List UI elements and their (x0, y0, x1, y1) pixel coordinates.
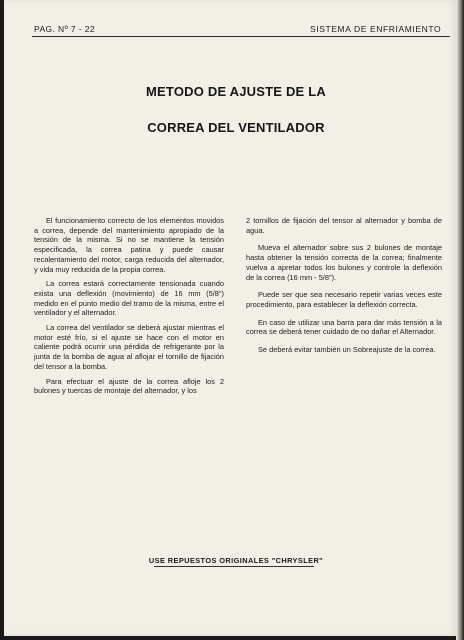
page-title-line2: CORREA DEL VENTILADOR (147, 120, 325, 135)
page-title-line1: METODO DE AJUSTE DE LA (146, 84, 326, 99)
footer-note: USE REPUESTOS ORIGINALES "CHRYSLER" (148, 556, 324, 565)
paragraph: La correa del ventilador se deberá ajustar mientras el motor esté frío, si el ajuste se hace con el motor en caliente podrá ocurrir una pérdida de refrigerante por la junta de la bomba de agua al aflojar el tornillo de fijación del tensor a la bomba. (34, 323, 224, 371)
right-column (246, 216, 442, 363)
paragraph: Para efectuar el ajuste de la correa afloje los 2 bulones y tuercas de montaje del alternador, y los (34, 376, 224, 396)
paragraph: Puede ser que sea necesario repetir varias veces este procedimiento, para establecer la deflexión correcta. (246, 290, 442, 309)
section-title: SISTEMA DE ENFRIAMIENTO (310, 24, 442, 34)
manual-page (4, 0, 456, 636)
footer-underline (154, 566, 314, 567)
paragraph: 2 tornillos de fijación del tensor al alternador y bomba de agua. (246, 216, 442, 235)
paragraph: Se deberá evitar también un Sobreajuste de la correa. (258, 345, 436, 355)
page-edge-shadow (456, 0, 464, 640)
paragraph: El funcionamiento correcto de los elementos movidos a correa, depende del mantenimiento apropiado de la tensión de la misma. Si no se mantiene la tensión especificada, la correa patina y puede causar recalentamiento del motor, carga reducida del alternador, y vida muy reducida de la propia correa. (34, 216, 224, 274)
paragraph: La correa estará correctamente tensionada cuando exista una deflexión (movimiento) de 16 mm (5/8") medido en el punto medio del tramo de la misma, entre el ventilador y el alternador. (34, 279, 224, 318)
paragraph: Mueva el alternador sobre sus 2 bulones de montaje hasta obtener la tensión correcta de la correa; finalmente vuelva a apretar todos los bulones y controle la deflexión de la correa (16 mm - 5/8"). (246, 243, 442, 282)
header-divider (32, 36, 450, 37)
left-column (34, 216, 224, 401)
page-number: PAG. Nº 7 - 22 (34, 24, 95, 34)
paragraph: En caso de utilizar una barra para dar más tensión a la correa se deberá tener cuidado de no dañar el Alternador. (246, 317, 442, 337)
